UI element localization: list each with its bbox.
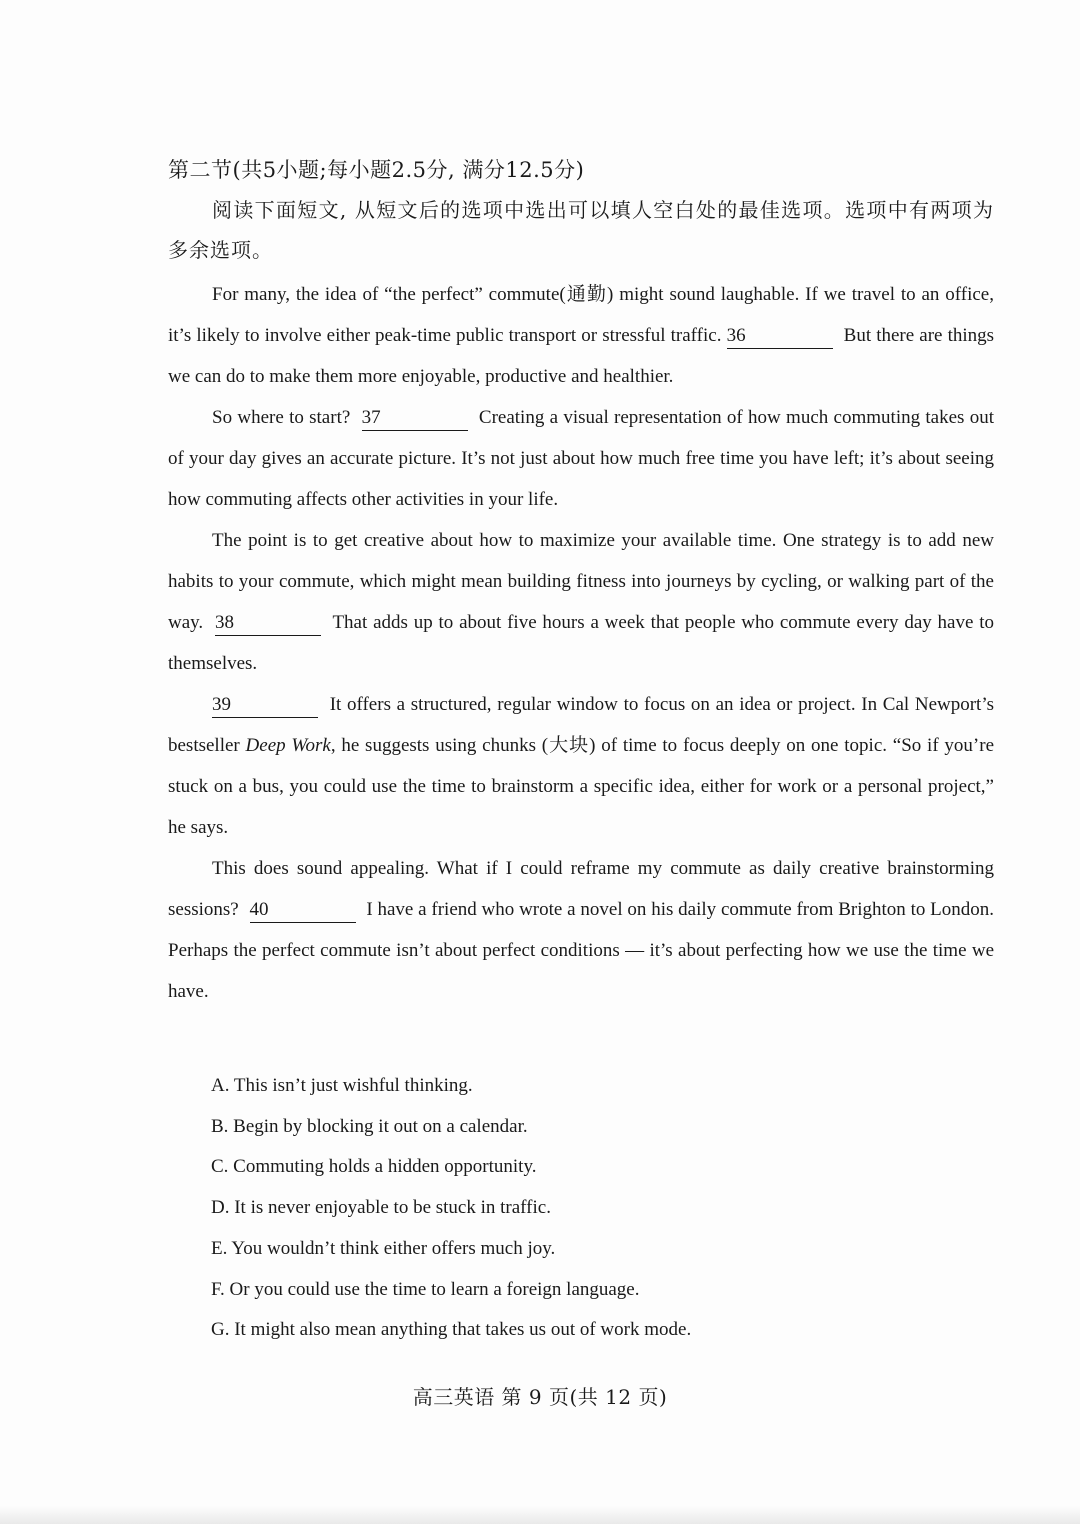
section-header: 第二节(共5小题;每小题2.5分, 满分12.5分)	[168, 158, 585, 182]
paragraph-5	[168, 848, 994, 1012]
paragraph-2-text-before: So where to start?	[212, 407, 351, 428]
paragraph-1-text-after: But there are things we can do to make them more enjoyable, productive and healthier.	[168, 325, 995, 387]
blank-37: 37	[362, 406, 468, 431]
instruction-text: 阅读下面短文, 从短文后的选项中选出可以填人空白处的最佳选项。选项中有两项为多余选项。	[168, 198, 994, 262]
paragraph-4	[168, 684, 994, 848]
option-d: D. It is never enjoyable to be stuck in traffic.	[211, 1197, 551, 1219]
options-list	[168, 1066, 994, 1351]
option-a: A. This isn’t just wishful thinking.	[211, 1075, 473, 1096]
option-g: G. It might also mean anything that takes us out of work mode.	[211, 1319, 692, 1341]
paragraph-4-text-1: It offers a structured, regular window to focus on an idea or project. In Cal Newport’s bestseller	[168, 694, 995, 756]
option-b: B. Begin by blocking it out on a calendar.	[211, 1115, 528, 1137]
option-e: E. You wouldn’t think either offers much joy.	[211, 1237, 556, 1259]
paragraph-4-text-2: , he suggests using chunks (大块) of time to focus deeply on one topic. “So if you’re stuck on a bus, you could use the time to brainstorm a specific idea, either for work or a personal project,” he says.	[168, 735, 995, 838]
paragraph-1	[168, 274, 994, 397]
scan-edge-shade	[0, 1506, 1080, 1524]
paragraph-2	[168, 397, 994, 520]
paragraph-5-text-before: This does sound appealing. What if I could reframe my commute as daily creative brainstorming sessions?	[168, 858, 994, 920]
book-title: Deep Work	[245, 735, 331, 756]
paragraph-3	[168, 520, 994, 684]
blank-39: 39	[212, 693, 318, 718]
option-c: C. Commuting holds a hidden opportunity.	[211, 1156, 537, 1178]
option-f: F. Or you could use the time to learn a foreign language.	[211, 1278, 640, 1300]
paragraph-5-text-after: I have a friend who wrote a novel on his daily commute from Brighton to London. Perhaps the perfect commute isn’t about perfect conditions — it’s about perfecting how we use the time we have.	[168, 899, 995, 1002]
paragraph-3-text-after: That adds up to about five hours a week that people who commute every day have to themselves.	[168, 612, 995, 674]
blank-40: 40	[250, 898, 356, 923]
paragraph-3-text-before: The point is to get creative about how to maximize your available time. One strategy is to add new habits to your commute, which might mean building fitness into journeys by cycling, or walking part of the way.	[168, 530, 994, 633]
blank-36: 36	[727, 324, 833, 349]
blank-38: 38	[215, 611, 321, 636]
paragraph-1-text-before: For many, the idea of “the perfect” commute(通勤) might sound laughable. If we travel to an office, it’s likely to involve either peak-time public transport or stressful traffic.	[168, 284, 994, 346]
paragraph-2-text-after: Creating a visual representation of how much commuting takes out of your day gives an accurate picture. It’s not just about how much free time you have left; it’s about seeing how commuting affects other activities in your life.	[168, 407, 995, 510]
page-footer: 高三英语 第 9 页(共 12 页)	[412, 1385, 668, 1409]
page-content	[168, 150, 994, 1351]
